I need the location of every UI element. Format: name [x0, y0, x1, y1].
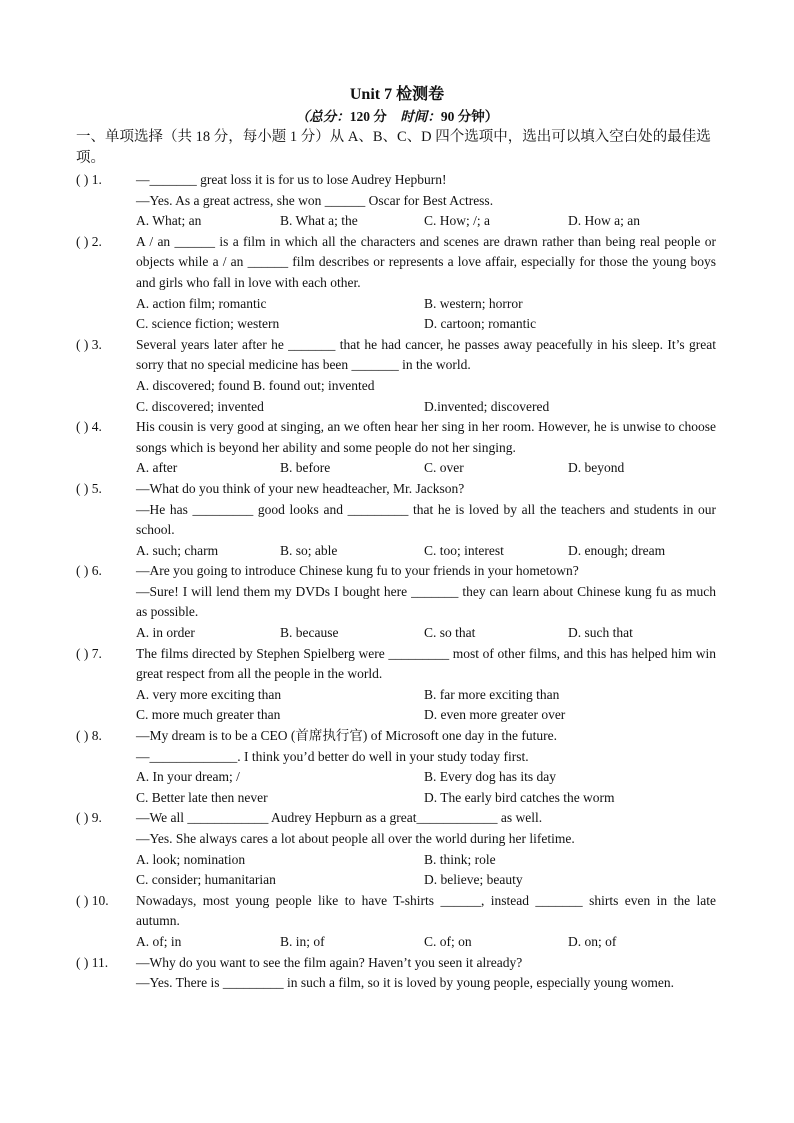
question-text: —My dream is to be a CEO (首席执行官) of Microsoft one day in the future. [136, 728, 558, 744]
answer-option: C. consider; humanitarian [136, 872, 276, 888]
answer-option: A. What; an [136, 213, 202, 229]
answer-option: D. The early bird catches the worm [424, 789, 615, 805]
answer-option: A. action film; romantic [136, 295, 267, 311]
question-number[interactable]: ( ) 1. [76, 172, 102, 187]
question-item [76, 726, 726, 808]
answer-option: B. Every dog has its day [424, 769, 556, 785]
page-title: Unit 7 检测卷 [349, 86, 445, 103]
option-group [136, 932, 716, 953]
answer-option: B. western; horror [424, 295, 523, 311]
answer-option: D. even more greater over [424, 707, 566, 723]
question-item [76, 479, 726, 561]
question-body [136, 232, 716, 335]
question-item [76, 335, 726, 417]
answer-option: B. What a; the [280, 213, 358, 229]
question-item [76, 891, 726, 953]
question-text: —Are you going to introduce Chinese kung fu to your friends in your hometown? [136, 563, 579, 579]
question-number[interactable]: ( ) 5. [76, 480, 102, 496]
question-item [76, 953, 726, 994]
question-body [136, 561, 716, 643]
question-text: —_______ great loss it is for us to lose Audrey Hepburn! [136, 172, 447, 187]
question-text: —Yes. She always cares a lot about people all over the world during her lifetime. [136, 831, 575, 846]
question-text: —Why do you want to see the film again? Haven’t you seen it already? [136, 954, 523, 970]
answer-option: C. more much greater than [136, 707, 281, 723]
option-group [136, 541, 716, 562]
score-value: 120 分 [349, 109, 387, 124]
answer-option: B. think; role [424, 851, 496, 867]
question-item [76, 561, 726, 643]
answer-option: A. in order [136, 625, 195, 641]
answer-option: A. look; nomination [136, 851, 246, 867]
option-group [136, 685, 716, 726]
time-value: 90 分钟） [440, 109, 499, 124]
answer-option [424, 376, 712, 397]
answer-option: C. over [424, 460, 464, 476]
question-body [136, 335, 716, 417]
question-text: —What do you think of your new headteacher, Mr. Jackson? [136, 480, 465, 496]
answer-option: A. discovered; found B. found out; invented [136, 377, 375, 393]
question-body [136, 726, 716, 808]
answer-option: D.invented; discovered [424, 398, 550, 414]
question-text: Nowadays, most young people like to have T-shirts ______, instead _______ shirts even in the late autumn. [136, 892, 716, 929]
question-number[interactable]: ( ) 4. [76, 419, 102, 435]
question-number[interactable]: ( ) 7. [76, 645, 102, 661]
question-item [76, 417, 726, 479]
question-number[interactable]: ( ) 10. [76, 892, 109, 908]
question-body [136, 644, 716, 726]
answer-option: B. so; able [280, 542, 338, 558]
question-text: His cousin is very good at singing, an we often hear her sing in her room. However, he is unwise to choose songs which is beyond her ability and some people do not her singing. [136, 419, 716, 455]
time-label: 时间： [400, 109, 441, 124]
answer-option: C. How; /; a [424, 213, 490, 229]
answer-option: C. science fiction; western [136, 316, 280, 332]
answer-option: D. believe; beauty [424, 872, 523, 888]
question-text: Several years later after he _______ that he had cancer, he passes away peacefully in his sleep. It’s great sorry that no special medicine has been _______ in the world. [136, 336, 716, 373]
option-group [136, 850, 716, 891]
option-group [136, 458, 716, 479]
answer-option: B. because [280, 625, 339, 641]
question-text: A / an ______ is a film in which all the characters and scenes are drawn rather than being real people or objects while a / an ______ film describes or represents a love affair, especially for those the young boys and girls who fall in love with each other. [136, 233, 716, 290]
question-number[interactable]: ( ) 6. [76, 563, 102, 579]
question-body [136, 953, 716, 994]
answer-option: C. so that [424, 625, 476, 641]
question-number[interactable]: ( ) 9. [76, 810, 102, 826]
option-group [136, 623, 716, 644]
question-body [136, 891, 716, 953]
section-instruction: 一、单项选择（共 18 分，每小题 1 分）从 A、B、C、D 四个选项中，选出可以填入空白处的最佳选项。 [76, 129, 711, 166]
question-number[interactable]: ( ) 11. [76, 954, 109, 970]
answer-option: D. How a; an [568, 213, 640, 229]
answer-option: A. such; charm [136, 542, 219, 558]
answer-option: A. very more exciting than [136, 686, 282, 702]
answer-option: C. Better late then never [136, 789, 268, 805]
question-number[interactable]: ( ) 3. [76, 336, 102, 352]
question-text: The films directed by Stephen Spielberg were _________ most of other films, and this has helped him win great respect from all the people in the world. [136, 645, 716, 682]
option-group [136, 211, 716, 232]
answer-option: D. on; of [568, 933, 617, 949]
question-item [76, 644, 726, 726]
answer-option: A. In your dream; / [136, 769, 240, 785]
question-text: —He has _________ good looks and _________ that he is loved by all the teachers and students in our school. [136, 501, 716, 538]
question-text: —Yes. As a great actress, she won ______ Oscar for Best Actress. [136, 192, 494, 208]
answer-option: A. after [136, 460, 178, 476]
question-item [76, 808, 726, 890]
question-text: —Sure! I will lend them my DVDs I bought here _______ they can learn about Chinese kung fu as much as possible. [136, 583, 716, 620]
question-body [136, 479, 716, 561]
question-number[interactable]: ( ) 2. [76, 233, 102, 249]
option-group [136, 376, 716, 417]
question-text: —_____________. I think you’d better do well in your study today first. [136, 748, 529, 764]
question-number[interactable]: ( ) 8. [76, 728, 102, 744]
answer-option: D. cartoon; romantic [424, 316, 537, 332]
answer-option: B. far more exciting than [424, 686, 560, 702]
answer-option: C. too; interest [424, 542, 504, 558]
answer-option: D. enough; dream [568, 542, 666, 558]
option-group [136, 767, 716, 808]
question-body [136, 808, 716, 890]
page-subtitle [0, 108, 794, 126]
score-label: （总分： [295, 109, 350, 124]
answer-option: C. of; on [424, 933, 472, 949]
answer-option: B. before [280, 460, 331, 476]
answer-option: D. such that [568, 625, 633, 641]
question-item [76, 232, 726, 335]
answer-option: D. beyond [568, 460, 625, 476]
question-list [76, 170, 726, 994]
answer-option: C. discovered; invented [136, 398, 264, 414]
question-body [136, 417, 716, 479]
question-item [76, 170, 726, 232]
question-text: —We all ____________ Audrey Hepburn as a great____________ as well. [136, 810, 543, 826]
question-body [136, 170, 716, 232]
answer-option: A. of; in [136, 933, 182, 949]
answer-option: B. in; of [280, 933, 325, 949]
option-group [136, 294, 716, 335]
question-text: —Yes. There is _________ in such a film, so it is loved by young people, especially young women. [136, 975, 674, 991]
